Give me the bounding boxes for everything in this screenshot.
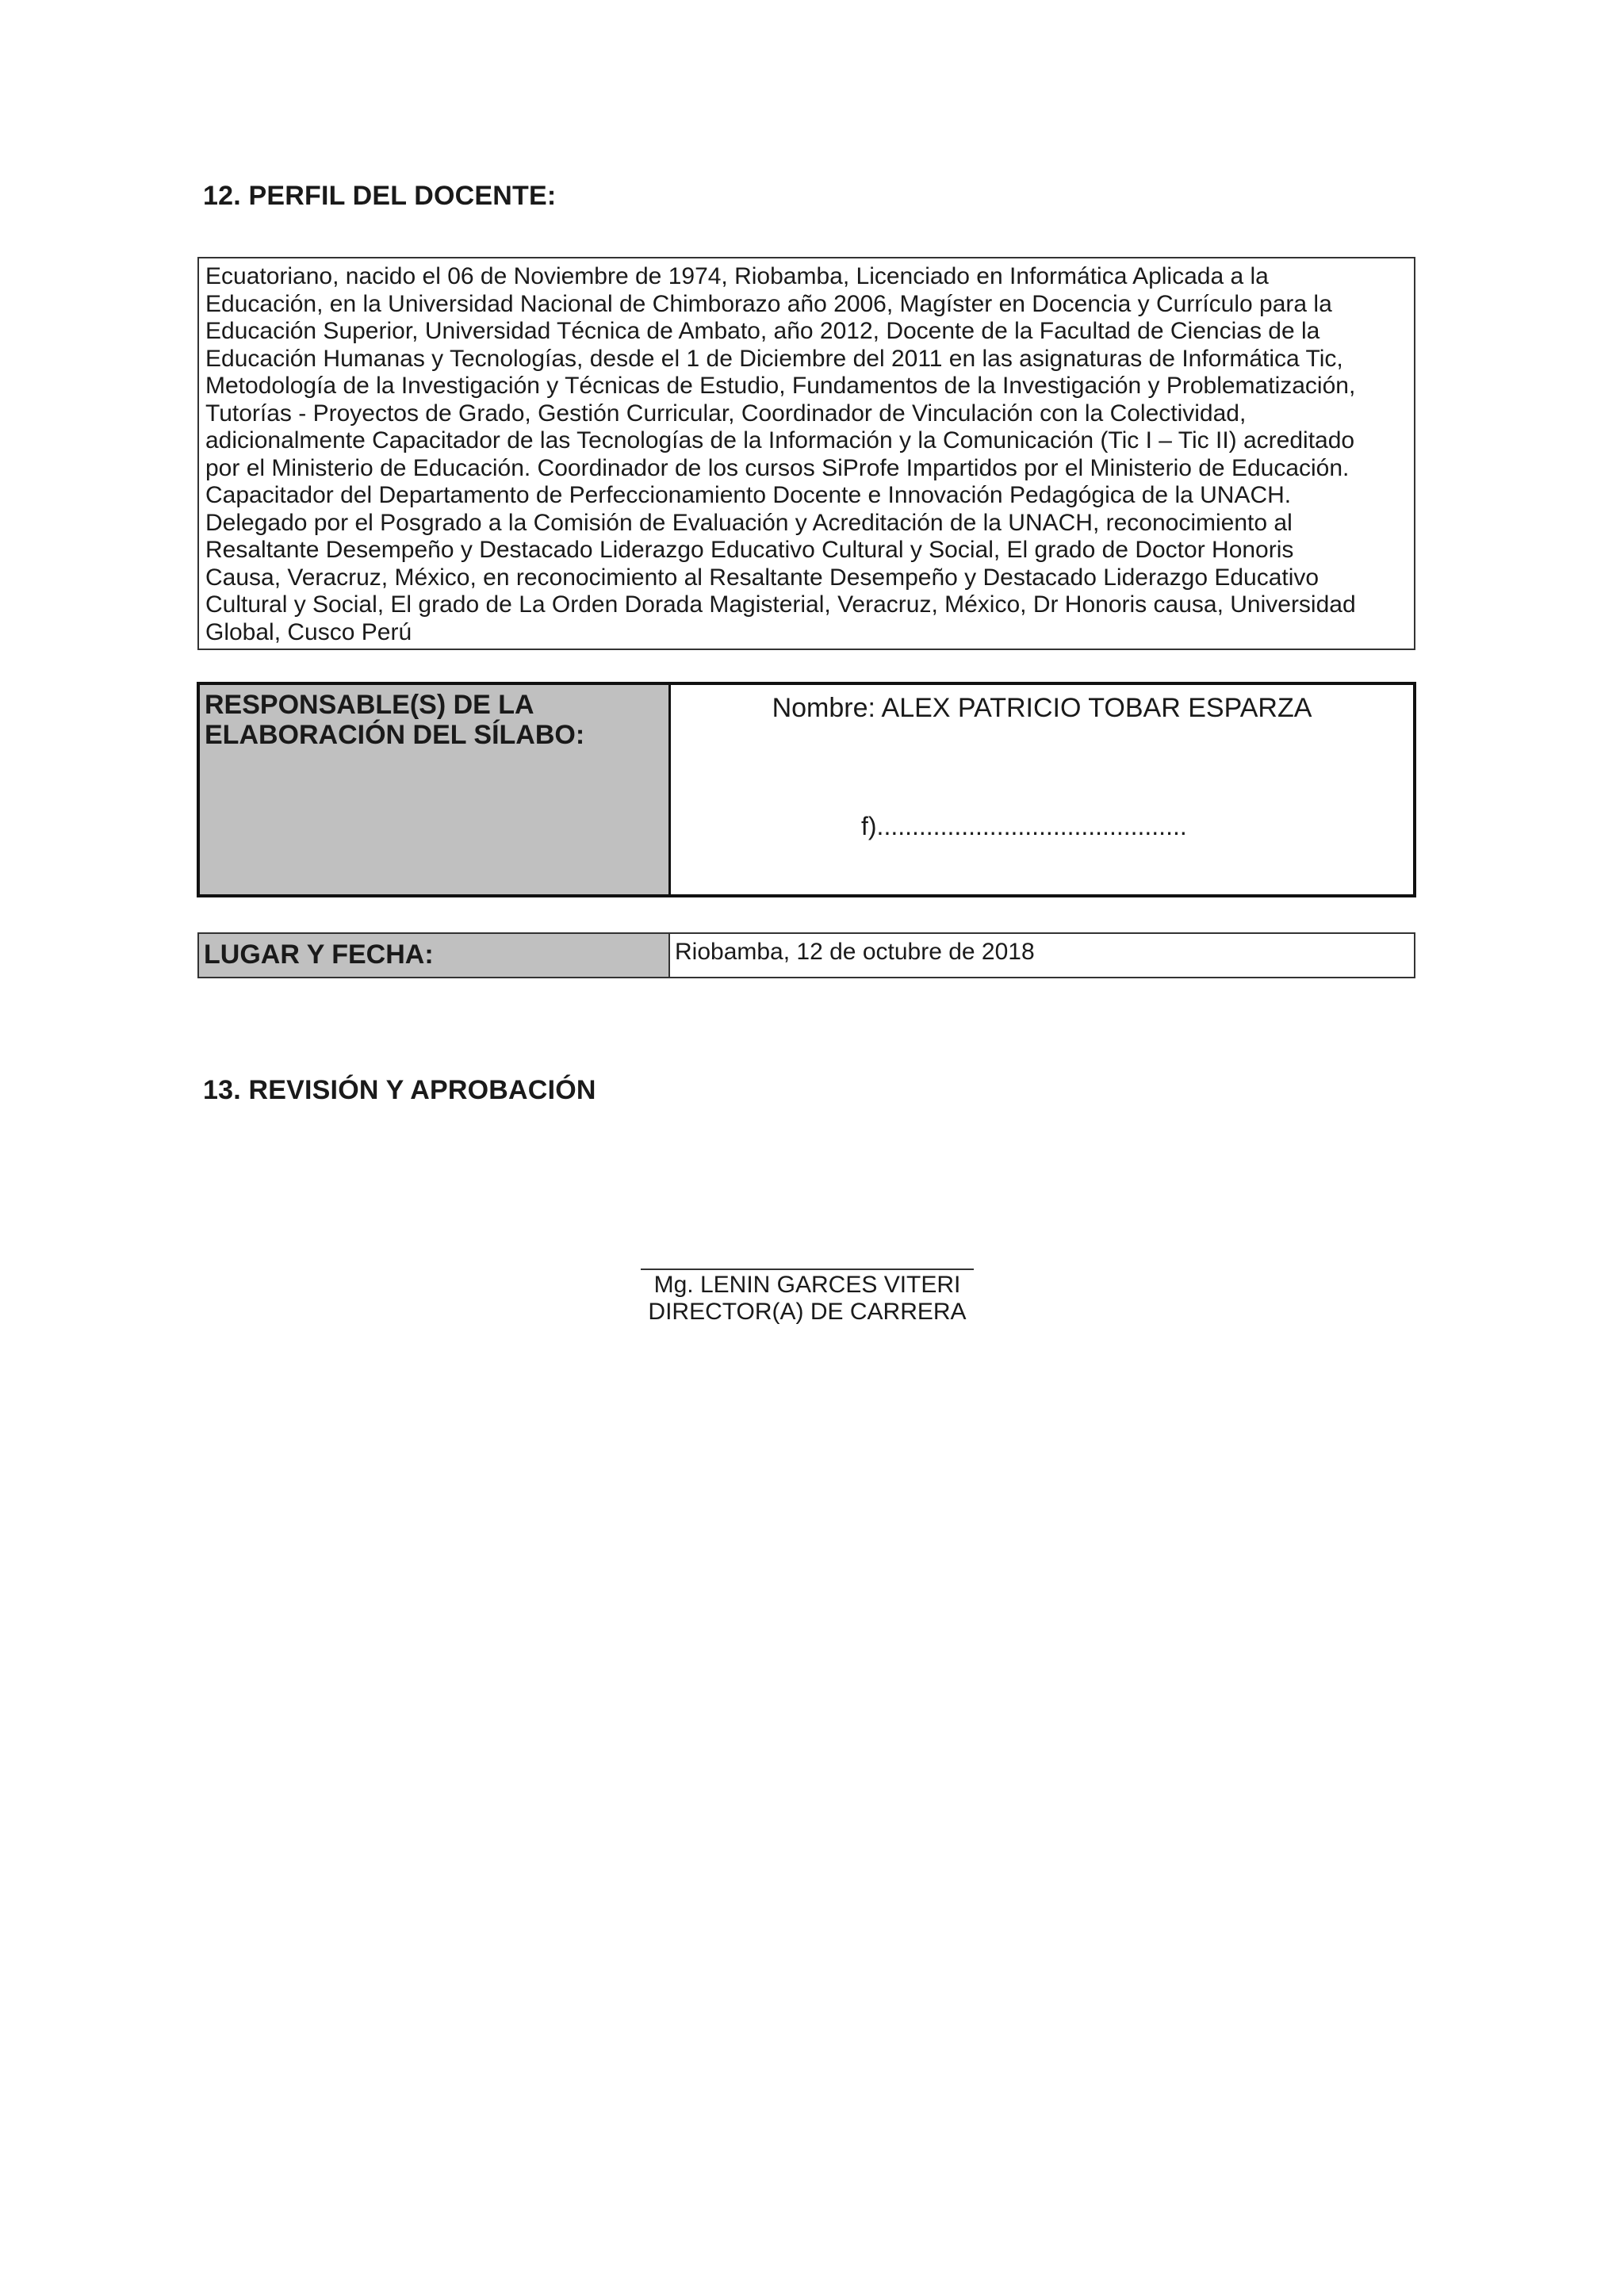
- responsible-signature-line: f)............................................: [861, 812, 1187, 840]
- profile-line: Educación Superior, Universidad Técnica de Ambato, año 2012, Docente de la Facultad de Ciencias de la: [205, 318, 1320, 344]
- profile-line: Ecuatoriano, nacido el 06 de Noviembre de 1974, Riobamba, Licenciado en Informática Aplicada a la: [205, 263, 1269, 289]
- director-signature-block: [641, 1269, 974, 1326]
- teacher-profile-box: [197, 257, 1415, 650]
- responsible-name: Nombre: ALEX PATRICIO TOBAR ESPARZA: [772, 693, 1312, 723]
- profile-line: Educación Humanas y Tecnologías, desde el 1 de Diciembre del 2011 en las asignaturas de Informática Tic,: [205, 345, 1343, 372]
- place-date-value: Riobamba, 12 de octubre de 2018: [675, 939, 1035, 965]
- place-date-label: LUGAR Y FECHA:: [199, 934, 670, 977]
- responsible-table: [197, 682, 1416, 897]
- section-13-title: 13. REVISIÓN Y APROBACIÓN: [203, 1075, 596, 1105]
- signature-rule: [641, 1269, 974, 1270]
- section-12-title: 12. PERFIL DEL DOCENTE:: [203, 181, 557, 211]
- profile-line: Delegado por el Posgrado a la Comisión de Evaluación y Acreditación de la UNACH, reconocimiento al: [205, 509, 1293, 536]
- responsible-value-cell: [671, 685, 1413, 894]
- profile-line: Resaltante Desempeño y Destacado Liderazgo Educativo Cultural y Social, El grado de Doctor Honoris: [205, 537, 1294, 563]
- profile-line: Global, Cusco Perú: [205, 618, 412, 645]
- profile-line: Metodología de la Investigación y Técnicas de Estudio, Fundamentos de la Investigación y Problematización,: [205, 373, 1356, 399]
- profile-line: Causa, Veracruz, México, en reconocimiento al Resaltante Desempeño y Destacado Liderazgo Educativo: [205, 564, 1320, 591]
- profile-line: Educación, en la Universidad Nacional de Chimborazo año 2006, Magíster en Docencia y Currículo para la: [205, 290, 1332, 317]
- profile-line: adicionalmente Capacitador de las Tecnologías de la Información y la Comunicación (Tic I – Tic II) acreditado: [205, 427, 1355, 453]
- profile-line: Tutorías - Proyectos de Grado, Gestión Curricular, Coordinador de Vinculación con la Colectividad,: [205, 400, 1247, 427]
- profile-line: por el Ministerio de Educación. Coordinador de los cursos SiProfe Impartidos por el Ministerio de Educación.: [205, 454, 1350, 481]
- responsible-label-cell: [200, 685, 671, 894]
- responsible-label-line: RESPONSABLE(S) DE LA: [205, 690, 534, 720]
- place-date-table: [197, 932, 1415, 978]
- signer-name: Mg. LENIN GARCES VITERI: [653, 1272, 961, 1298]
- signer-role: DIRECTOR(A) DE CARRERA: [648, 1299, 967, 1325]
- responsible-label-line: ELABORACIÓN DEL SÍLABO:: [205, 720, 585, 750]
- profile-line: Capacitador del Departamento de Perfeccionamiento Docente e Innovación Pedagógica de la UNACH.: [205, 482, 1292, 508]
- profile-line: Cultural y Social, El grado de La Orden Dorada Magisterial, Veracruz, México, Dr Honoris causa, Universidad: [205, 591, 1356, 618]
